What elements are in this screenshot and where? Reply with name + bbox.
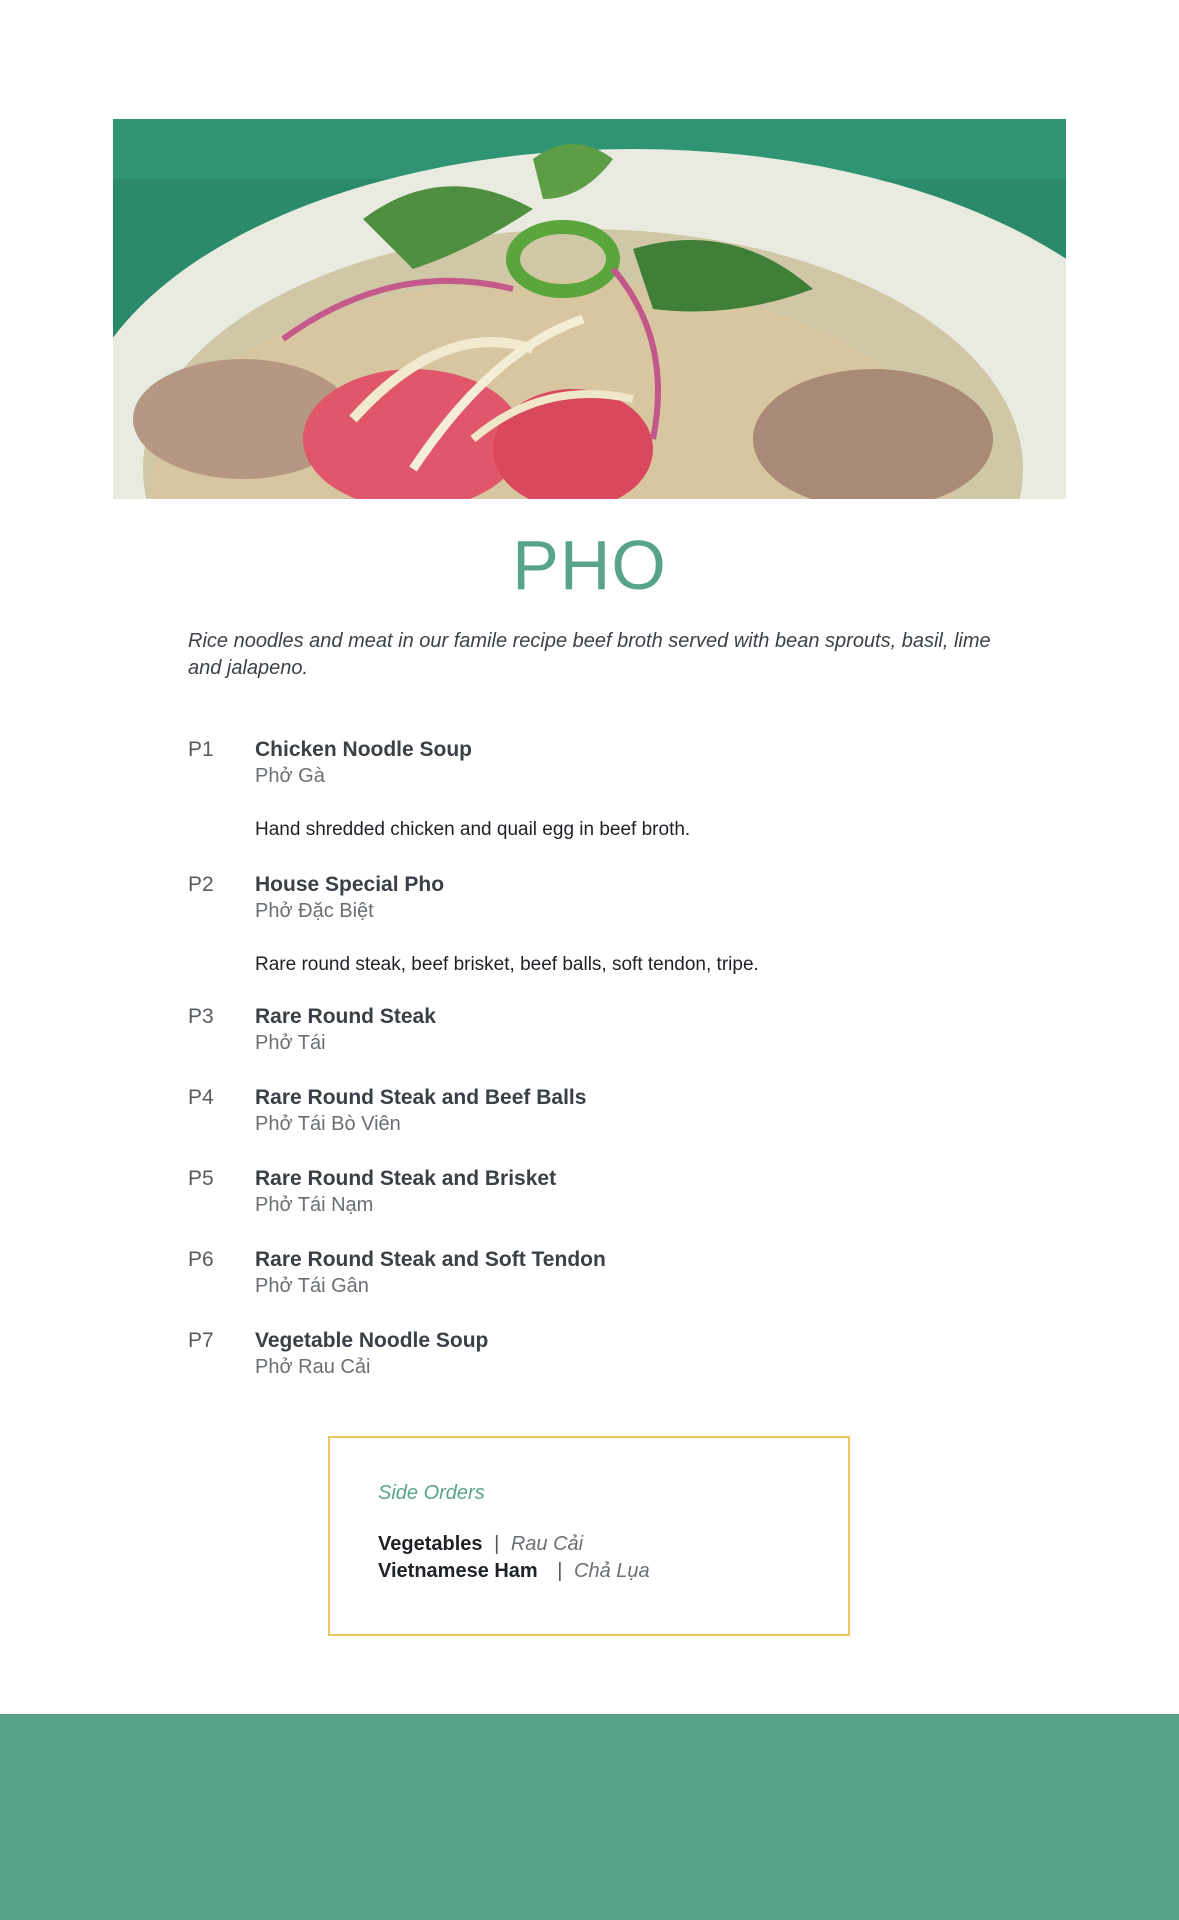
pho-bowl-photo [113, 119, 1066, 499]
item-vietnamese-name: Phở Đặc Biệt [255, 900, 374, 922]
item-vietnamese-name: Phở Rau Cải [255, 1356, 371, 1378]
footer-band [0, 1714, 1179, 1920]
side-orders-box [328, 1436, 850, 1636]
item-name: House Special Pho [255, 873, 445, 896]
side-order-name: Vegetables [378, 1533, 483, 1555]
page-title: PHO [512, 526, 667, 604]
side-orders-title: Side Orders [378, 1482, 485, 1504]
item-code: P5 [188, 1167, 214, 1190]
item-vietnamese-name: Phở Tái [255, 1032, 326, 1054]
item-name: Rare Round Steak and Brisket [255, 1167, 557, 1190]
item-code: P6 [188, 1248, 214, 1271]
item-name: Chicken Noodle Soup [255, 738, 473, 761]
side-order-item [378, 1560, 650, 1583]
side-order-name: Vietnamese Ham [378, 1560, 538, 1582]
item-name: Vegetable Noodle Soup [255, 1329, 489, 1352]
side-order-item [378, 1533, 583, 1556]
separator: | [494, 1533, 500, 1555]
item-name: Rare Round Steak and Soft Tendon [255, 1248, 606, 1271]
separator: | [557, 1560, 563, 1582]
item-name: Rare Round Steak and Beef Balls [255, 1086, 587, 1109]
side-order-vietnamese-name: Rau Cải [510, 1533, 584, 1555]
item-description: Hand shredded chicken and quail egg in beef broth. [255, 819, 691, 840]
item-vietnamese-name: Phở Tái Gân [255, 1275, 369, 1297]
item-description: Rare round steak, beef brisket, beef balls, soft tendon, tripe. [255, 954, 759, 975]
item-code: P7 [188, 1329, 214, 1352]
item-code: P1 [188, 738, 214, 761]
item-name: Rare Round Steak [255, 1005, 436, 1028]
item-vietnamese-name: Phở Gà [255, 765, 325, 787]
item-code: P4 [188, 1086, 214, 1109]
item-vietnamese-name: Phở Tái Bò Viên [255, 1113, 401, 1135]
side-order-vietnamese-name: Chả Lụa [574, 1560, 650, 1582]
item-code: P2 [188, 873, 214, 896]
section-intro: Rice noodles and meat in our famile recipe beef broth served with bean sprouts, basil, lime and jalapeno. [188, 630, 991, 679]
item-vietnamese-name: Phở Tái Nạm [255, 1194, 374, 1216]
item-code: P3 [188, 1005, 214, 1028]
